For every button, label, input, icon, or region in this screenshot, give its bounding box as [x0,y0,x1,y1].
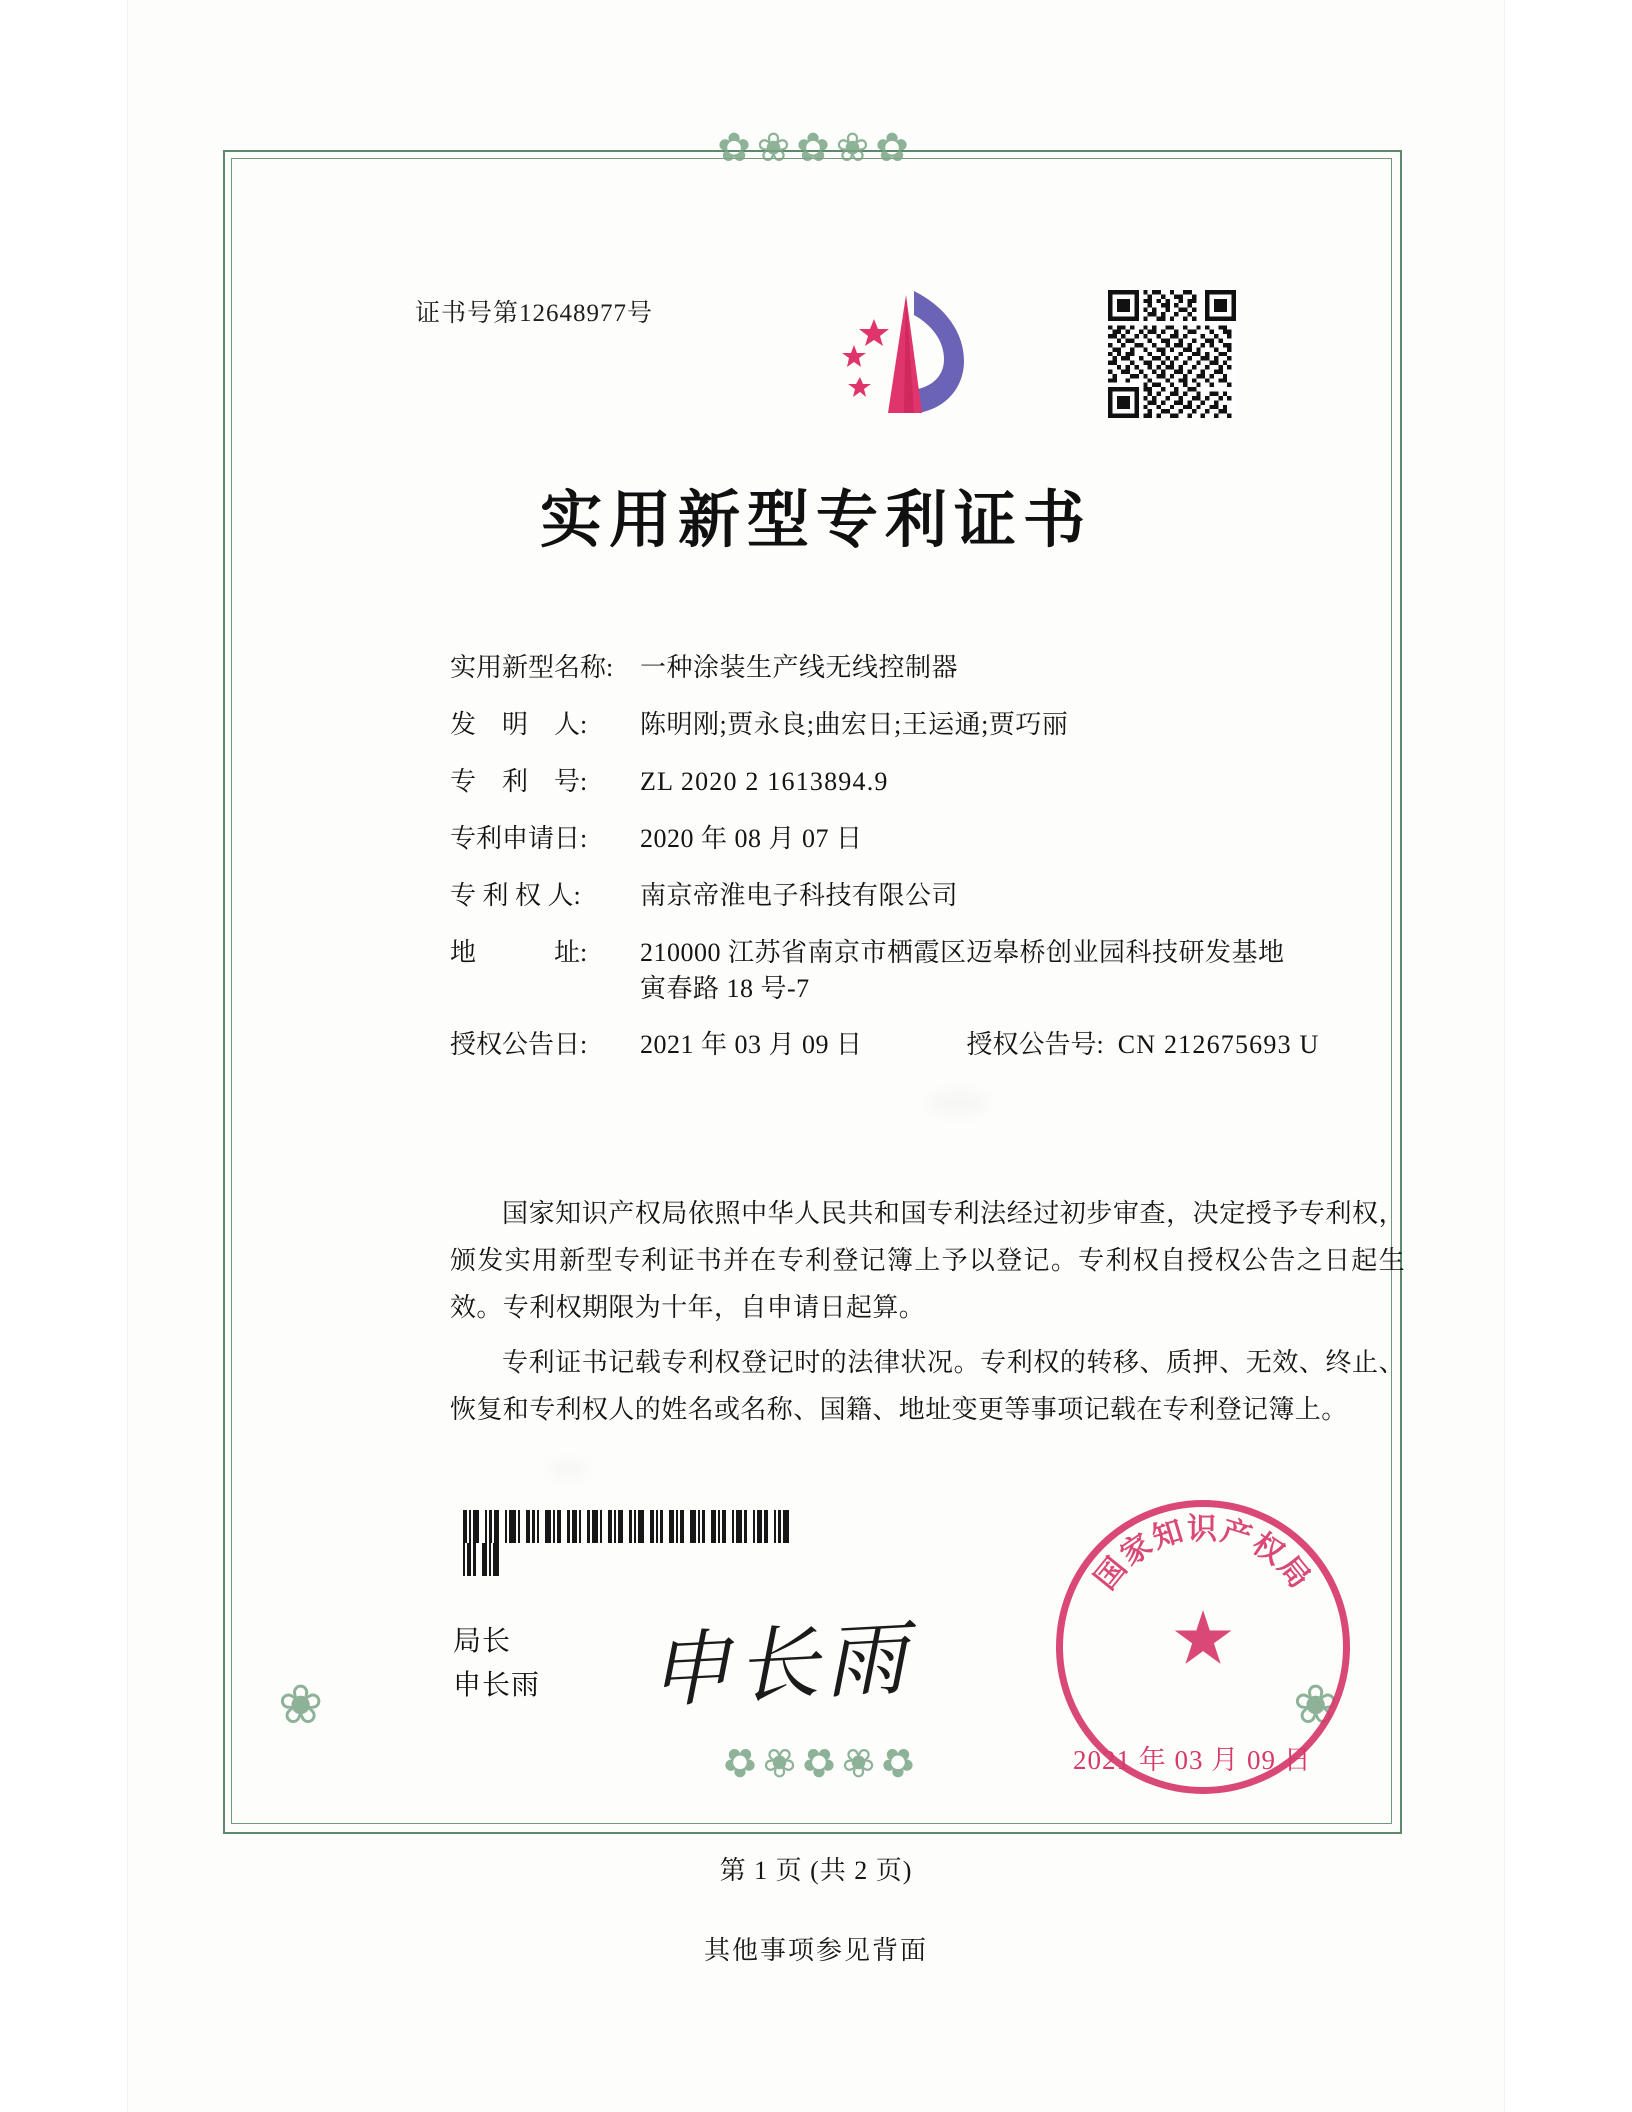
field-inventors [450,712,1390,738]
field-value: 陈明刚;贾永良;曲宏日;王运通;贾巧丽 [640,710,1069,739]
field-value: 2020 年 08 月 07 日 [640,824,863,853]
field-patentee [450,883,1390,909]
grant-number-label: 授权公告号: [966,1030,1104,1059]
signature-block [453,1620,540,1708]
field-address [450,940,1390,1002]
patent-fields [450,655,1390,1086]
field-label: 专利申请日: [450,824,588,853]
grant-number-value: CN 212675693 U [1117,1030,1320,1059]
field-utility-model-name [450,655,1390,681]
back-side-note: 其他事项参见背面 [703,1936,928,1965]
field-label: 专 利 号: [450,767,588,796]
legal-paragraph-2: 专利证书记载专利权登记时的法律状况。专利权的转移、质押、无效、终止、恢复和专利权人的姓名或名称、国籍、地址变更等事项记载在专利登记簿上。 [450,1348,1405,1424]
scan-left-margin [110,0,128,2112]
field-value: 一种涂装生产线无线控制器 [640,653,959,682]
field-patent-number [450,769,1390,795]
svg-text:国家知识产权局: 国家知识产权局 [1088,1512,1318,1597]
field-grant-row [450,1032,1390,1058]
cnipa-logo-icon [818,285,998,420]
scan-smudge [928,1090,988,1116]
ornament-top-icon: ✿❀✿❀✿ [717,125,915,171]
qr-code [1108,290,1236,418]
handwritten-signature: 申长雨 [646,1611,915,1720]
ornament-corner-right-icon: ❀ [1293,1673,1339,1736]
legal-paragraph-1: 国家知识产权局依照中华人民共和国专利法经过初步审查，决定授予专利权，颁发实用新型专利证书并在专利登记簿上予以登记。专利权自授权公告之日起生效。专利权期限为十年，自申请日起算。 [450,1199,1405,1322]
grant-date-value: 2021 年 03 月 09 日 [640,1030,863,1059]
ornament-corner-left-icon: ❀ [278,1673,324,1736]
seal-date: 2021 年 03 月 09 日 [1073,1745,1312,1775]
field-value: 210000 江苏省南京市栖霞区迈皋桥创业园科技研发基地 [640,938,1285,967]
signature-role: 局长 [453,1626,512,1657]
field-label: 发 明 人: [450,710,588,739]
certificate-page [128,0,1504,2112]
page-title: 实用新型专利证书 [539,483,1092,556]
field-label: 实用新型名称: [450,653,614,682]
grant-date-label: 授权公告日: [450,1030,588,1059]
field-value: 南京帝淮电子科技有限公司 [640,881,959,910]
page-number: 第 1 页 (共 2 页) [719,1856,913,1885]
legal-text [450,1190,1405,1441]
signature-name: 申长雨 [453,1670,541,1701]
barcode [463,1510,793,1543]
field-address-line2: 寅春路 18 号-7 [640,974,810,1003]
field-application-date [450,826,1390,852]
field-value: ZL 2020 2 1613894.9 [640,767,889,796]
seal-emblem-icon: ★ [1169,1598,1237,1681]
scan-smudge [548,1460,588,1478]
field-label: 专 利 权 人: [450,881,581,910]
ornament-bottom-icon: ✿❀✿❀✿ [717,1739,915,1785]
field-label: 地 址: [450,938,588,967]
certificate-number: 证书号第12648977号 [415,300,654,327]
